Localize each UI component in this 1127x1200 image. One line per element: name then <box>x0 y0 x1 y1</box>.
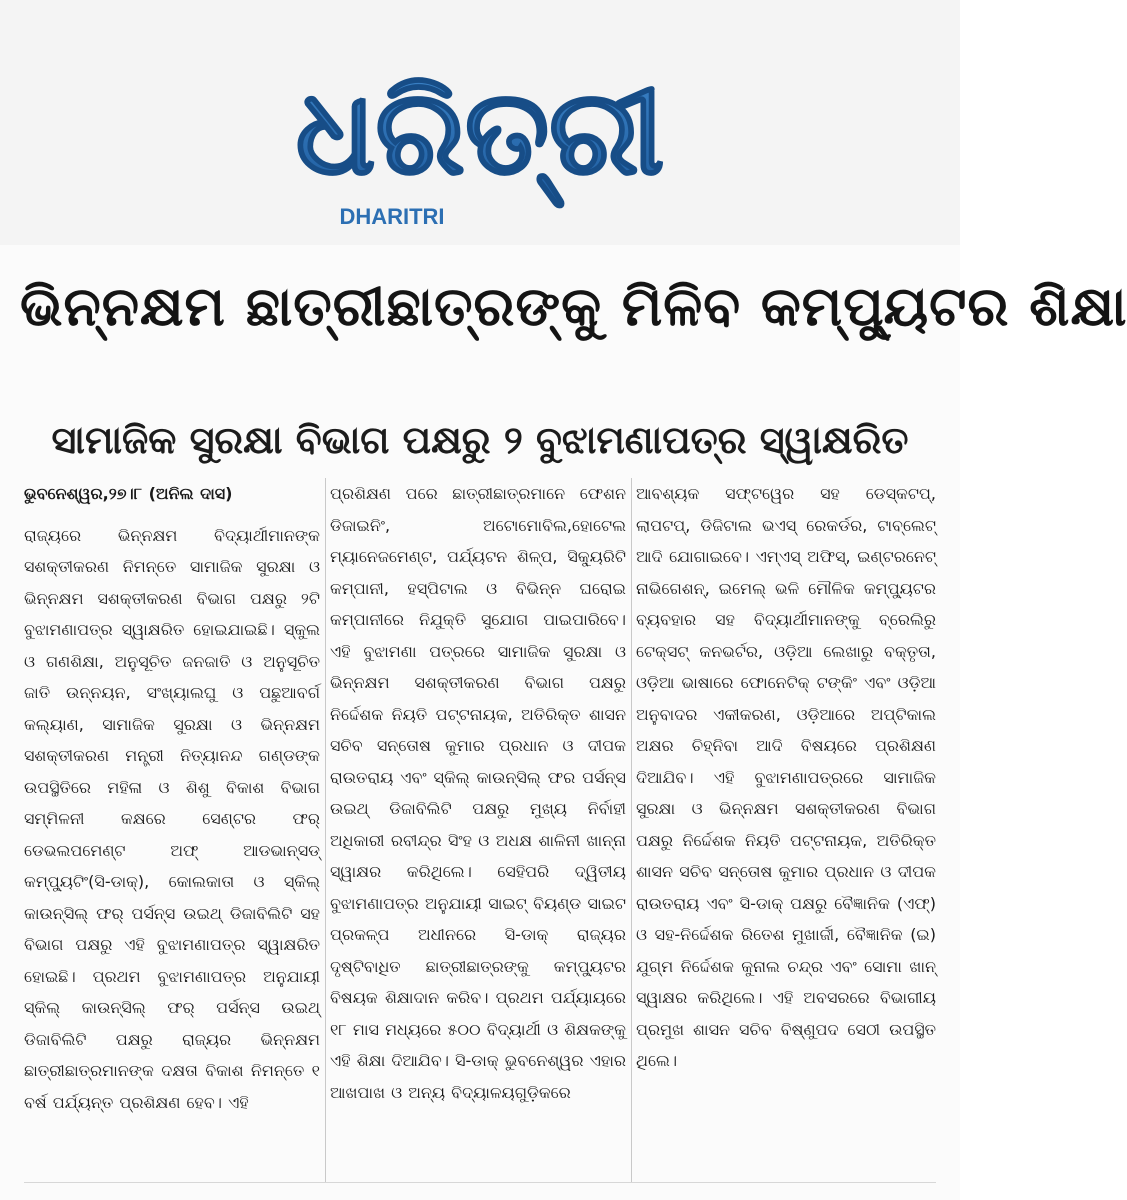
logo-odia-text: ଧରିତ୍ରୀ <box>295 63 665 201</box>
article-dateline: ଭୁବନେଶ୍ୱର,୨୭।୮ (ଅନିଲ ଦାସ) <box>24 484 233 503</box>
logo-latin-text: DHARITRI <box>339 204 445 229</box>
article-column-1 <box>24 478 320 1178</box>
article-headline: ଭିନ୍ନକ୍ଷମ ଛାତ୍ରୀଛାତ୍ରଙ୍କୁ ମିଳିବ କମ୍ପ୍ୟୁଟର ଶିକ୍ଷା <box>20 275 1127 338</box>
article-column-2 <box>330 478 626 1178</box>
article-subheadline: ସାମାଜିକ ସୁରକ୍ଷା ବିଭାଗ ପକ୍ଷରୁ ୨ ବୁଝାମଣାପତ୍ର ସ୍ୱାକ୍ଷରିତ <box>51 418 909 462</box>
column-3-text: ଆବଶ୍ୟକ ସଫ୍ଟୱେର ସହ ଡେସ୍କଟପ୍, ଲାପଟପ୍, ଡିଜିଟାଲ ଭଏସ୍ ରେକର୍ଡର, ଟାବ୍ଲେଟ୍ ଆଦି ଯୋଗାଇବେ। ଏମ୍‌ଏସ୍ ଅଫିସ୍, ଇଣ୍ଟରନେଟ୍ ନାଭିଗେଶନ୍, ଇମେଲ୍ ଭଳି ମୌଳିକ କମ୍ପ୍ୟୁଟର ବ୍ୟବହାର ସହ ବିଦ୍ୟାର୍ଥୀମାନଙ୍କୁ ବ୍ରେଲିରୁ ଟେକ୍ସଟ୍ କନଭର୍ଟର, ଓଡ଼ିଆ ଲେଖାରୁ ବକ୍ତୃତା, ଓଡ଼ିଆ ଭାଷାରେ ଫୋନେଟିକ୍ ଟଙ୍କିଂ ଏବଂ ଓଡ଼ିଆ ଅନୁବାଦର ଏକୀକରଣ, ଓଡ଼ିଆରେ ଅପ୍ଟିକାଲ ଅକ୍ଷର ଚିହ୍ନିବା ଆଦି ବିଷୟରେ ପ୍ରଶିକ୍ଷଣ ଦିଆଯିବ। ଏହି ବୁଝାମଣାପତ୍ରରେ ସାମାଜିକ ସୁରକ୍ଷା ଓ ଭିନ୍ନକ୍ଷମ ସଶକ୍ତୀକରଣ ବିଭାଗ ପକ୍ଷରୁ ନିର୍ଦ୍ଦେଶକ ନିୟତି ପଟ୍ଟନାୟକ, ଅତିରିକ୍ତ ଶାସନ ସଚିବ ସନ୍ତୋଷ କୁମାର ପ୍ରଧାନ ଓ ଦୀପକ ରାଉତରାୟ ଏବଂ ସି-ଡାକ୍ ପକ୍ଷରୁ ବୈଜ୍ଞାନିକ (ଏଫ୍) ଓ ସହ-ନିର୍ଦ୍ଦେଶକ ରିତେଶ ମୁଖାର୍ଜୀ, ବୈଜ୍ଞାନିକ (ଇ) ଯୁଗ୍ମ ନିର୍ଦ୍ଦେଶକ କୁନାଲ ଚନ୍ଦ୍ର ଏବଂ ସୋମା ଖାନ୍ ସ୍ୱାକ୍ଷର କରିଥିଲେ। ଏହି ଅବସରରେ ବିଭାଗୀୟ ପ୍ରମୁଖ ଶାସନ ସଚିବ ବିଷ୍ଣୁପଦ ସେଠୀ ଉପସ୍ଥିତ ଥିଲେ। <box>636 484 936 1070</box>
masthead <box>0 0 960 245</box>
column-divider <box>631 478 632 1183</box>
column-1-text: ରାଜ୍ୟରେ ଭିନ୍ନକ୍ଷମ ବିଦ୍ୟାର୍ଥୀମାନଙ୍କ ସଶକ୍ତୀକରଣ ନିମନ୍ତେ ସାମାଜିକ ସୁରକ୍ଷା ଓ ଭିନ୍ନକ୍ଷମ ସଶକ୍ତୀକରଣ ବିଭାଗ ପକ୍ଷରୁ ୨ଟି ବୁଝାମଣାପତ୍ର ସ୍ୱାକ୍ଷରିତ ହୋଇଯାଇଛି। ସ୍କୁଲ ଓ ଗଣଶିକ୍ଷା, ଅନୁସୂଚିତ ଜନଜାତି ଓ ଅନୁସୂଚିତ ଜାତି ଉନ୍ନୟନ, ସଂଖ୍ୟାଲଘୁ ଓ ପଛୁଆବର୍ଗ କଲ୍ୟାଣ, ସାମାଜିକ ସୁରକ୍ଷା ଓ ଭିନ୍ନକ୍ଷମ ସଶକ୍ତୀକରଣ ମନ୍ତ୍ରୀ ନିତ୍ୟାନନ୍ଦ ଗଣ୍ଡଙ୍କ ଉପସ୍ଥିତିରେ ମହିଳା ଓ ଶିଶୁ ବିକାଶ ବିଭାଗ ସମ୍ମିଳନୀ କକ୍ଷରେ ସେଣ୍ଟର ଫର୍ ଡେଭଲପମେଣ୍ଟ ଅଫ୍ ଆଡଭାନ୍ସଡ୍ କମ୍ପ୍ୟୁଟିଂ(ସି-ଡାକ୍), କୋଲକାତା ଓ ସ୍କିଲ୍ କାଉନ୍ସିଲ୍ ଫର୍ ପର୍ସନ୍ସ ଉଇଥ୍ ଡିଜାବିଲିଟି ସହ ବିଭାଗ ପକ୍ଷରୁ ଏହି ବୁଝାମଣାପତ୍ର ସ୍ୱାକ୍ଷରିତ ହୋଇଛି। ପ୍ରଥମ ବୁଝାମଣାପତ୍ର ଅନୁଯାୟୀ ସ୍କିଲ୍ କାଉନ୍ସିଲ୍ ଫର୍ ପର୍ସନ୍ସ ଉଇଥ୍ ଡିଜାବିଲିଟି ପକ୍ଷରୁ ରାଜ୍ୟର ଭିନ୍ନକ୍ଷମ ଛାତ୍ରୀଛାତ୍ରମାନଙ୍କ ଦକ୍ଷତା ବିକାଶ ନିମନ୍ତେ ୧ ବର୍ଷ ପର୍ଯ୍ୟନ୍ତ ପ୍ରଶିକ୍ଷଣ ହେବ। ଏହି <box>24 525 320 1112</box>
bottom-divider <box>24 1182 936 1183</box>
article-column-3 <box>636 478 936 1178</box>
dharitri-logo <box>280 28 680 238</box>
column-2-text: ପ୍ରଶିକ୍ଷଣ ପରେ ଛାତ୍ରୀଛାତ୍ରମାନେ ଫେଶନ ଡିଜାଇନିଂ, ଅଟୋମୋବିଲ,ହୋଟେଲ ମ୍ୟାନେଜମେଣ୍ଟ, ପର୍ଯ୍ୟଟନ ଶିଳ୍ପ, ସିକ୍ୟୁରିଟି କମ୍ପାନୀ, ହସ୍ପିଟାଲ ଓ ବିଭିନ୍ନ ଘରୋଇ କମ୍ପାନୀରେ ନିଯୁକ୍ତି ସୁଯୋଗ ପାଇପାରିବେ। ଏହି ବୁଝାମଣା ପତ୍ରରେ ସାମାଜିକ ସୁରକ୍ଷା ଓ ଭିନ୍ନକ୍ଷମ ସଶକ୍ତୀକରଣ ବିଭାଗ ପକ୍ଷରୁ ନିର୍ଦ୍ଦେଶକ ନିୟତି ପଟ୍ଟନାୟକ, ଅତିରିକ୍ତ ଶାସନ ସଚିବ ସନ୍ତୋଷ କୁମାର ପ୍ରଧାନ ଓ ଦୀପକ ରାଉତରାୟ ଏବଂ ସ୍କିଲ୍ କାଉନ୍ସିଲ୍ ଫର ପର୍ସନ୍ସ ଉଇଥ୍ ଡିଜାବିଲିଟି ପକ୍ଷରୁ ମୁଖ୍ୟ ନିର୍ବାହୀ ଅଧିକାରୀ ରବୀନ୍ଦ୍ର ସିଂହ ଓ ଅଧକ୍ଷ ଶାଳିନୀ ଖାନ୍ନା ସ୍ୱାକ୍ଷର କରିଥିଲେ। ସେହିପରି ଦ୍ୱିତୀୟ ବୁଝାମଣାପତ୍ର ଅନୁଯାୟୀ ସାଇଟ୍ ବିୟଣ୍ଡ ସାଇଟ ପ୍ରକଳ୍ପ ଅଧୀନରେ ସି-ଡାକ୍ ରାଜ୍ୟର ଦୃଷ୍ଟିବାଧିତ ଛାତ୍ରୀଛାତ୍ରଙ୍କୁ କମ୍ପ୍ୟୁଟର ବିଷୟକ ଶିକ୍ଷାଦାନ କରିବ। ପ୍ରଥମ ପର୍ଯ୍ୟାୟରେ ୧୮ ମାସ ମଧ୍ୟରେ ୫୦୦ ବିଦ୍ୟାର୍ଥୀ ଓ ଶିକ୍ଷକଙ୍କୁ ଏହି ଶିକ୍ଷା ଦିଆଯିବ। ସି-ଡାକ୍ ଭୁବନେଶ୍ୱର ଏହାର ଆଖପାଖ ଓ ଅନ୍ୟ ବିଦ୍ୟାଳୟଗୁଡ଼ିକରେ <box>330 484 626 1102</box>
column-divider <box>325 478 326 1183</box>
